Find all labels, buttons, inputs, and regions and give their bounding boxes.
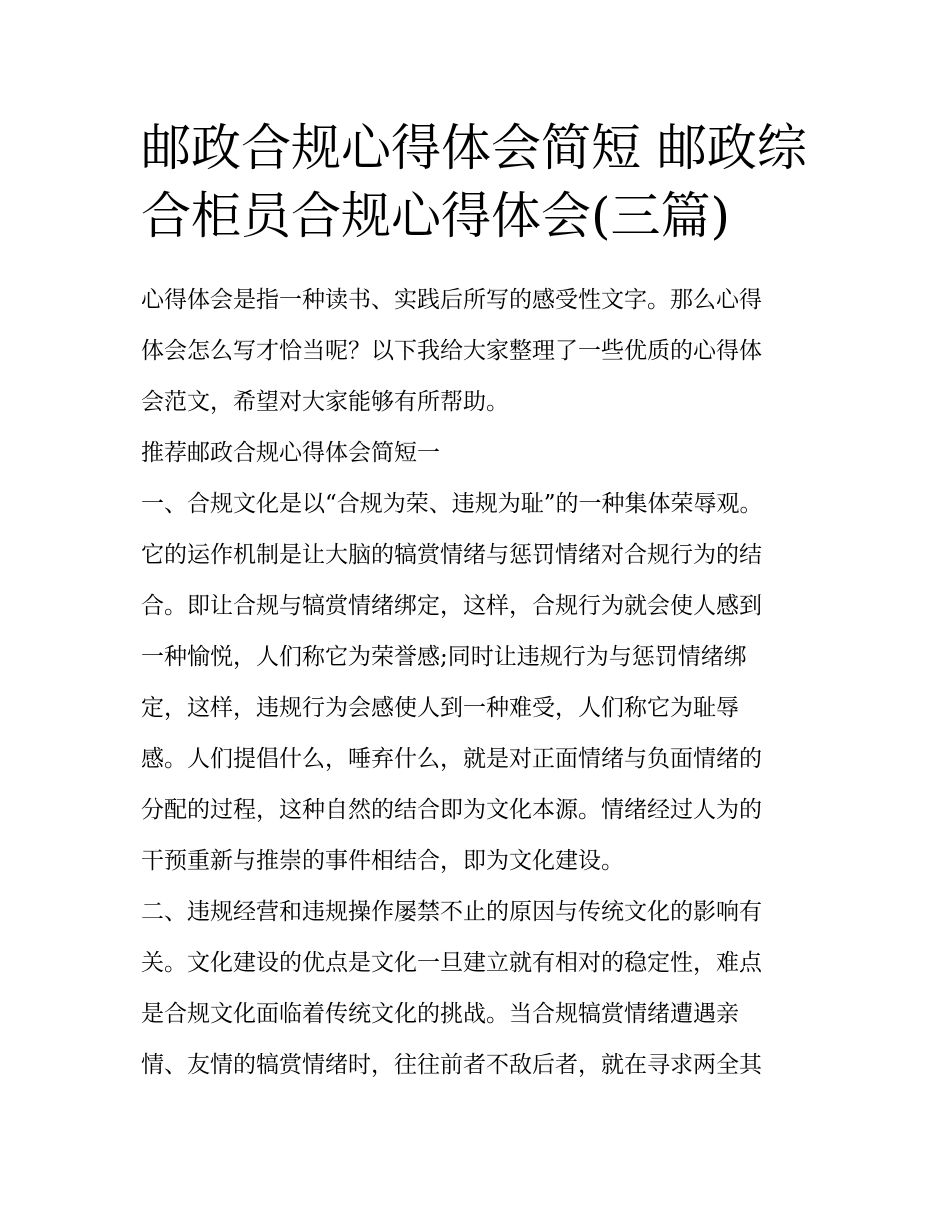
body-line: 关。文化建设的优点是文化一旦建立就有相对的稳定性，难点 bbox=[141, 950, 762, 976]
body-line: 感。人们提倡什么，唾弃什么，就是对正面情绪与负面情绪的 bbox=[141, 746, 762, 772]
body-line: 心得体会是指一种读书、实践后所写的感受性文字。那么心得 bbox=[141, 287, 762, 313]
document-body bbox=[141, 275, 816, 1091]
body-line: 体会怎么写才恰当呢？以下我给大家整理了一些优质的心得体 bbox=[141, 338, 762, 364]
body-line: 它的运作机制是让大脑的犒赏情绪与惩罚情绪对合规行为的结 bbox=[141, 542, 762, 568]
title-line-1: 邮政合规心得体会简短 邮政综 bbox=[141, 119, 807, 177]
title-line-2: 合柜员合规心得体会(三篇) bbox=[141, 187, 731, 245]
body-line: 合。即让合规与犒赏情绪绑定，这样，合规行为就会使人感到 bbox=[141, 593, 762, 619]
body-line: 是合规文化面临着传统文化的挑战。当合规犒赏情绪遭遇亲 bbox=[141, 1001, 739, 1027]
document-title bbox=[141, 114, 821, 250]
body-line: 一、合规文化是以“合规为荣、违规为耻”的一种集体荣辱观。 bbox=[141, 491, 763, 517]
body-line: 情、友情的犒赏情绪时，往往前者不敌后者，就在寻求两全其 bbox=[141, 1052, 762, 1078]
body-line: 定，这样，违规行为会感使人到一种难受，人们称它为耻辱 bbox=[141, 695, 739, 721]
body-line: 会范文，希望对大家能够有所帮助。 bbox=[141, 389, 509, 415]
body-line: 干预重新与推崇的事件相结合，即为文化建设。 bbox=[141, 848, 624, 874]
section-heading: 推荐邮政合规心得体会简短一 bbox=[141, 440, 440, 466]
body-line: 分配的过程，这种自然的结合即为文化本源。情绪经过人为的 bbox=[141, 797, 762, 823]
body-line: 一种愉悦，人们称它为荣誉感;同时让违规行为与惩罚情绪绑 bbox=[141, 644, 747, 670]
body-line: 二、违规经营和违规操作屡禁不止的原因与传统文化的影响有 bbox=[141, 899, 762, 925]
